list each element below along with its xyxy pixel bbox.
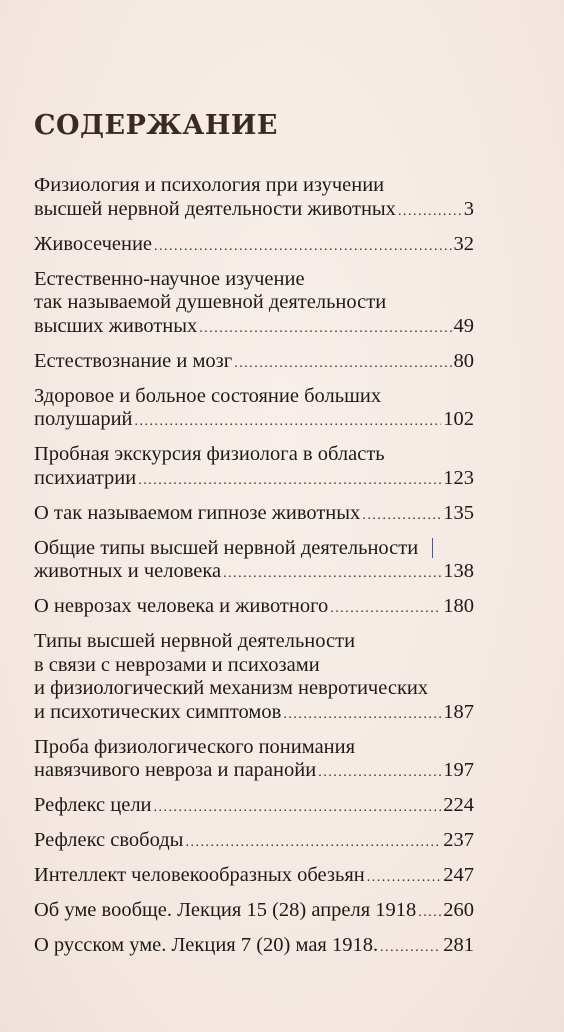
dot-leader: [283, 703, 441, 727]
entry-final-line: [34, 829, 474, 855]
entry-title-line: Естественно-научное изучение: [34, 267, 305, 290]
entry-final-line: [34, 408, 474, 434]
entry-title-line: Живосечение: [34, 232, 153, 255]
entry-final-line: [34, 759, 474, 785]
toc-entry: [34, 595, 474, 621]
dot-leader: [380, 936, 441, 960]
entry-final-line: [34, 595, 474, 621]
entry-final-line: [34, 794, 474, 820]
toc-entry: [34, 630, 474, 726]
entry-final-line: [34, 701, 474, 727]
entry-final-line: [34, 502, 474, 528]
entry-final-line: [34, 934, 474, 960]
page-number: 3: [463, 197, 474, 220]
toc-entry: [34, 829, 474, 855]
entry-final-line: [34, 864, 474, 890]
entry-title-line: полушарий: [34, 408, 133, 430]
entry-final-line: [34, 899, 474, 925]
entry-title-line: Рефлекс цели: [34, 794, 152, 816]
entry-title-line: Естествознание и мозг: [34, 349, 233, 372]
dot-leader: [234, 352, 451, 376]
toc-entry: [34, 233, 474, 259]
dot-leader: [138, 469, 441, 493]
entry-title-line: Пробная экскурсия физиолога в область: [34, 443, 385, 465]
page-number: 247: [443, 864, 474, 886]
page-number: 123: [443, 466, 474, 489]
dot-leader: [318, 761, 441, 785]
entry-title-line: животных и человека: [34, 560, 222, 582]
toc-entry: [34, 268, 474, 341]
entry-title-line: навязчивого невроза и паранойи: [34, 759, 317, 781]
entry-title-line: О так называемом гипнозе животных: [34, 501, 361, 524]
entry-final-line: [34, 350, 474, 376]
page-number: 187: [443, 700, 474, 723]
table-of-contents: [34, 174, 474, 969]
dot-leader: [223, 562, 441, 586]
entry-title-line: высших животных: [34, 314, 198, 337]
dot-leader: [199, 317, 451, 341]
toc-entry: [34, 864, 474, 890]
entry-title-line: психиатрии: [34, 466, 137, 489]
entry-final-line: [34, 315, 474, 341]
toc-entry: [34, 899, 474, 925]
toc-entry: [34, 350, 474, 376]
page-number: 49: [453, 314, 474, 337]
page-number: 224: [443, 794, 474, 816]
pen-mark: [432, 538, 433, 558]
dot-leader: [418, 901, 441, 925]
entry-title-line: Здоровое и больное состояние больших: [34, 384, 382, 407]
entry-final-line: [34, 198, 474, 224]
dot-leader: [330, 597, 441, 621]
dot-leader: [185, 831, 441, 855]
toc-entry: [34, 502, 474, 528]
page-number: 32: [453, 232, 474, 255]
contents-heading: СОДЕРЖАНИЕ: [34, 110, 278, 141]
entry-title-line: Проба физиологического понимания: [34, 735, 356, 758]
toc-entry: [34, 736, 474, 785]
dot-leader: [154, 796, 442, 820]
toc-entry: [34, 934, 474, 960]
entry-title-line: Об уме вообще. Лекция 15 (28) апреля 1918: [34, 899, 417, 921]
toc-entry: [34, 174, 474, 223]
page-number: 102: [443, 408, 474, 430]
page-number: 80: [453, 349, 474, 372]
dot-leader: [367, 866, 442, 890]
entry-title-line: Общие типы высшей нервной деятельности: [34, 536, 419, 559]
page-number: 135: [443, 501, 474, 524]
page-number: 180: [443, 595, 474, 617]
entry-final-line: [34, 560, 474, 586]
page-number: 281: [443, 934, 474, 956]
dot-leader: [362, 504, 441, 528]
entry-title-line: высшей нервной деятельности животных: [34, 197, 396, 220]
dot-leader: [398, 200, 462, 224]
toc-entry: [34, 537, 474, 586]
entry-title-line: О русском уме. Лекция 7 (20) мая 1918.: [34, 934, 379, 956]
entry-title-line: Физиология и психология при изучении: [34, 174, 385, 196]
entry-final-line: [34, 233, 474, 259]
toc-entry: [34, 385, 474, 434]
entry-title-line: в связи с неврозами и психозами: [34, 653, 320, 676]
dot-leader: [135, 410, 442, 434]
entry-title-line: О неврозах человека и животного: [34, 595, 329, 617]
entry-title-line: Рефлекс свободы: [34, 829, 184, 851]
toc-entry: [34, 443, 474, 492]
entry-title-line: и психотических симптомов: [34, 700, 282, 723]
entry-title-line: Интеллект человекообразных обезьян: [34, 864, 365, 886]
entry-final-line: [34, 467, 474, 493]
dot-leader: [154, 235, 451, 259]
entry-title-line: так называемой душевной деятельности: [34, 291, 387, 313]
entry-title-line: Типы высшей нервной деятельности: [34, 630, 356, 652]
page-number: 237: [443, 829, 474, 851]
page-number: 138: [443, 560, 474, 582]
toc-entry: [34, 794, 474, 820]
entry-title-line: и физиологический механизм невротических: [34, 677, 429, 699]
page-number: 260: [443, 899, 474, 921]
page-number: 197: [443, 759, 474, 781]
